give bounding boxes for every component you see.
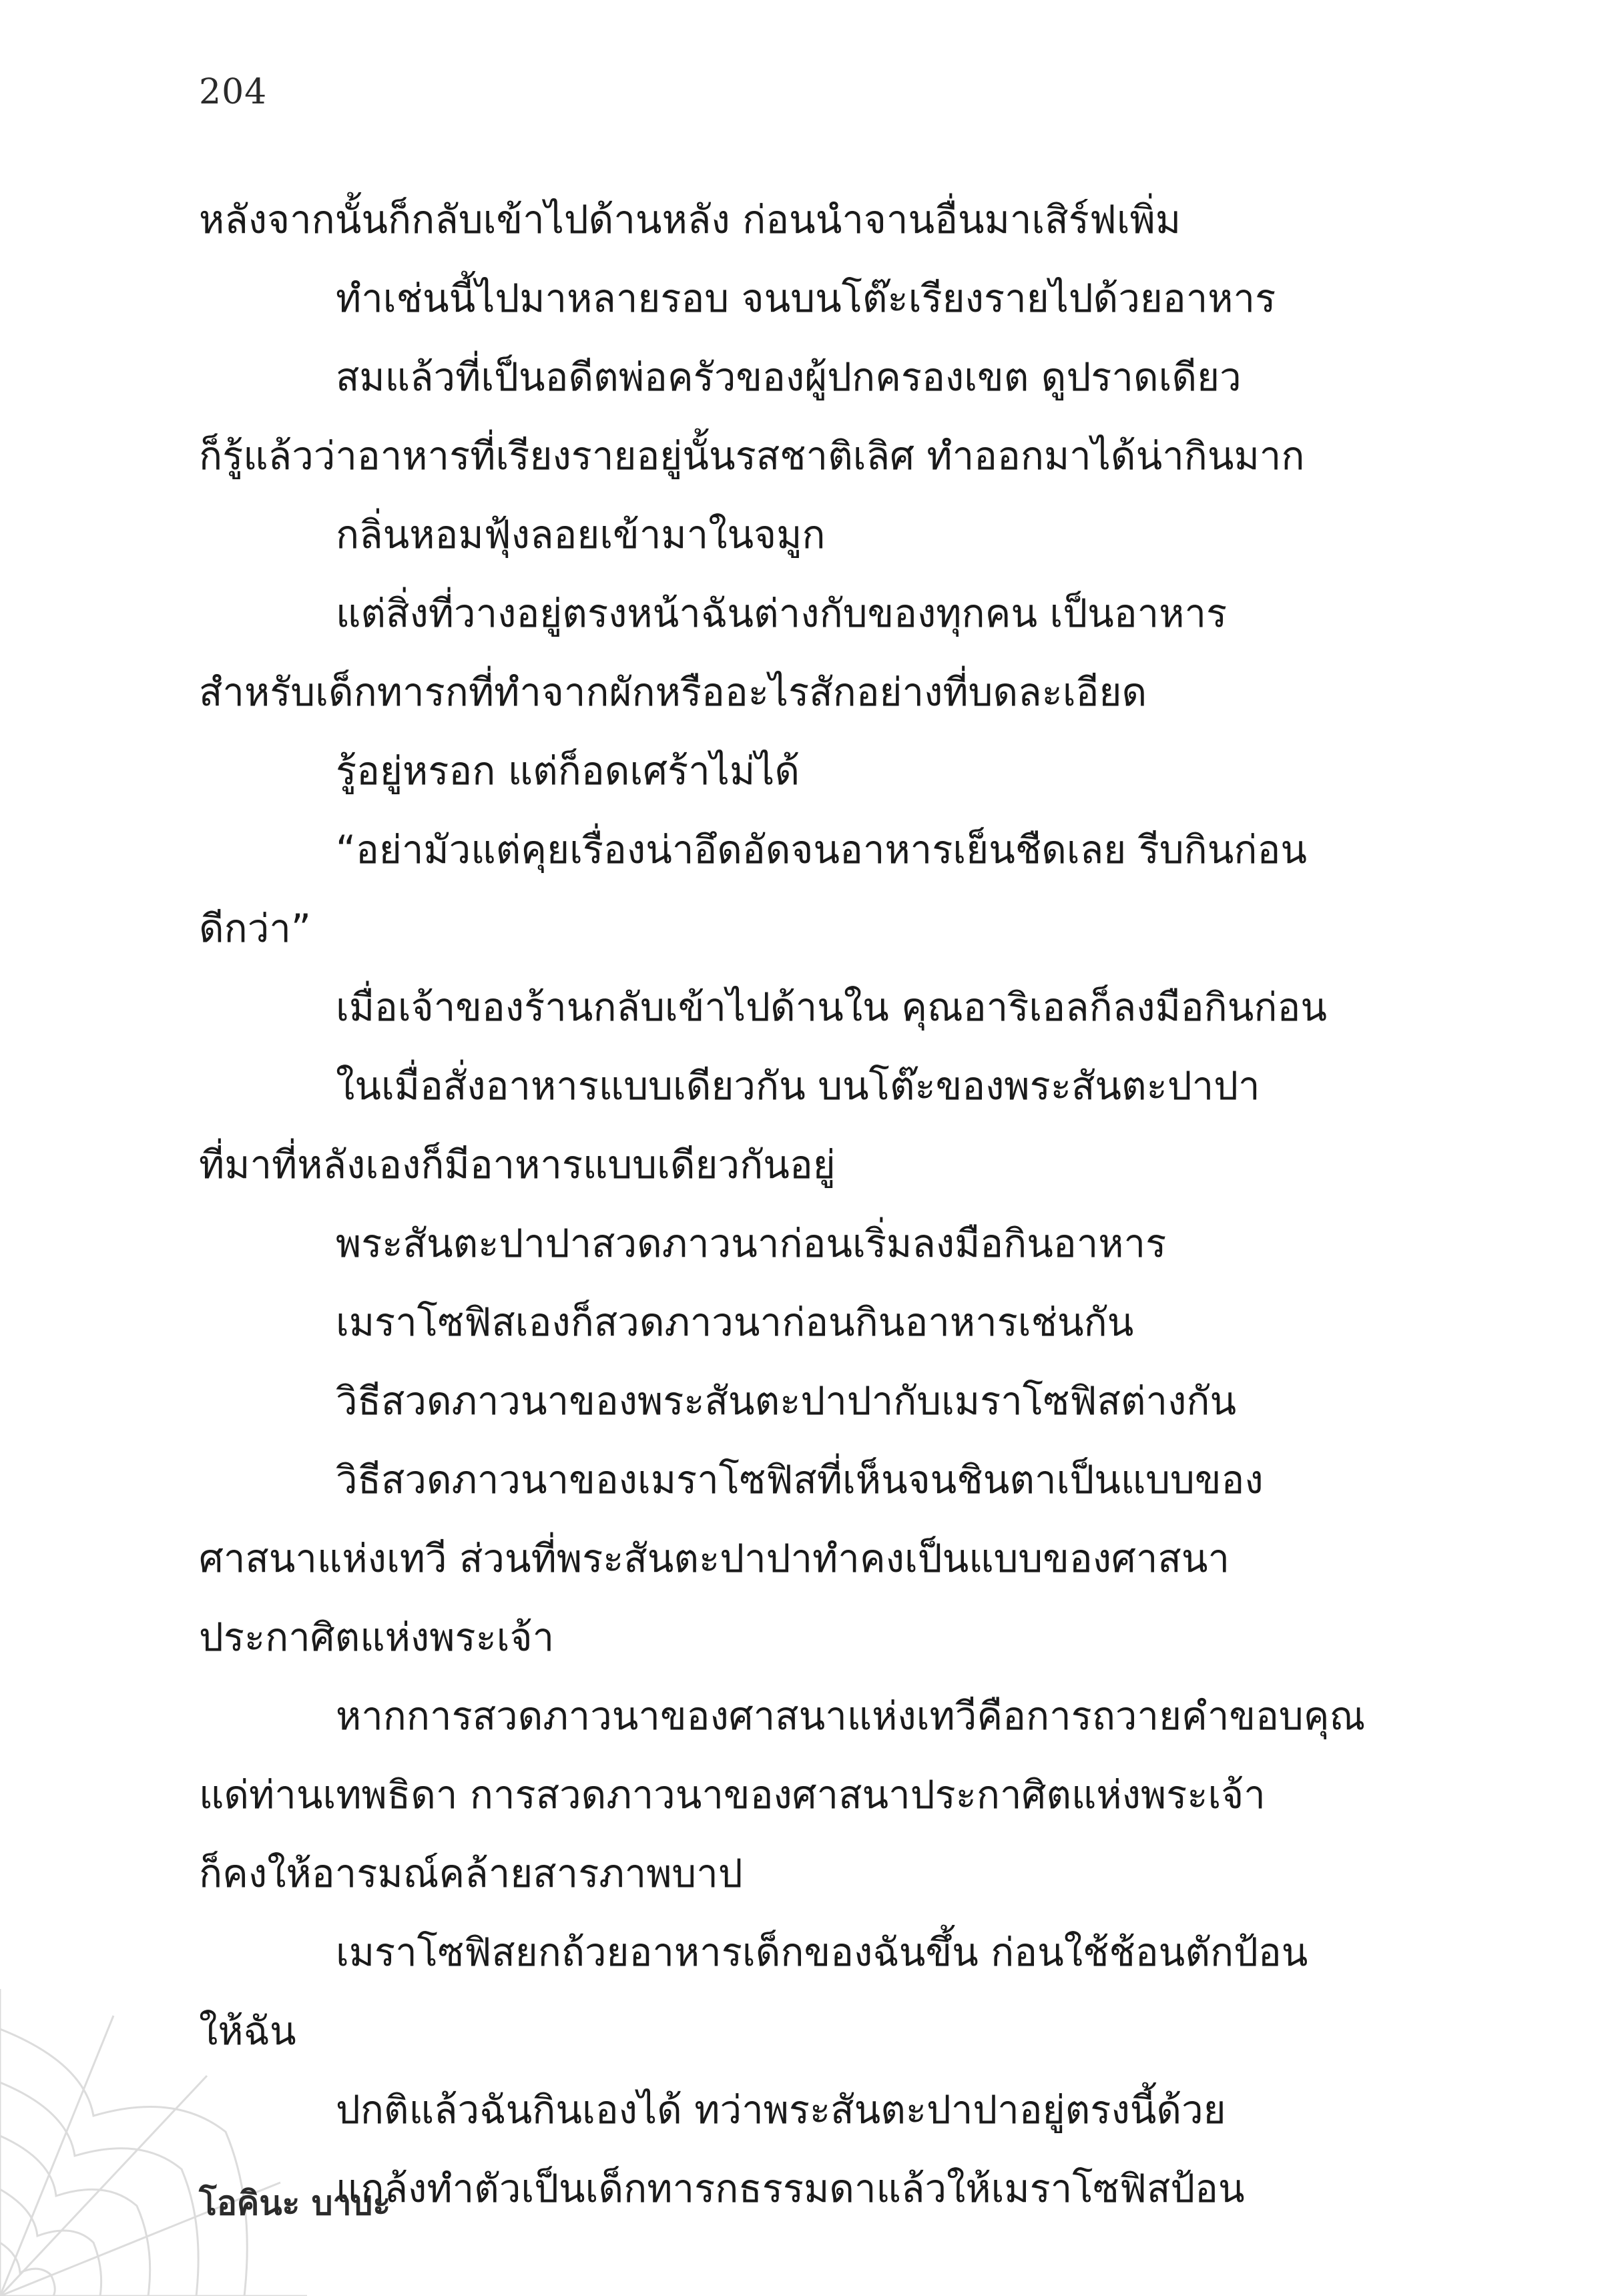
body-text bbox=[199, 180, 1407, 2228]
text-line: หลังจากนั้นก็กลับเข้าไปด้านหลัง ก่อนนำจานอื่นมาเสิร์ฟเพิ่ม bbox=[199, 197, 1181, 242]
text-line: รู้อยู่หรอก แต่ก็อดเศร้าไม่ได้ bbox=[336, 748, 800, 794]
text-line: ก็รู้แล้วว่าอาหารที่เรียงรายอยู่นั้นรสชาติเลิศ ทำออกมาได้น่ากินมาก bbox=[199, 433, 1305, 479]
text-line: หากการสวดภาวนาของศาสนาแห่งเทวีคือการถวายคำขอบคุณ bbox=[336, 1693, 1366, 1739]
text-line: ประกาศิตแห่งพระเจ้า bbox=[199, 1615, 555, 1660]
text-line: แกล้งทำตัวเป็นเด็กทารกธรรมดาแล้วให้เมราโซฟิสป้อน bbox=[336, 2166, 1245, 2211]
text-line: สมแล้วที่เป็นอดีตพ่อครัวของผู้ปกครองเขต ดูปราดเดียว bbox=[336, 354, 1242, 400]
spider-web-decoration bbox=[0, 1989, 307, 2296]
page-number: 204 bbox=[199, 72, 268, 112]
text-line: วิธีสวดภาวนาของเมราโซฟิสที่เห็นจนชินตาเป็นแบบของ bbox=[336, 1457, 1264, 1502]
text-line: ก็คงให้อารมณ์คล้ายสารภาพบาป bbox=[199, 1851, 743, 1896]
text-line: “อย่ามัวแต่คุยเรื่องน่าอึดอัดจนอาหารเย็นชืดเลย รีบกินก่อน bbox=[336, 827, 1308, 872]
text-line: สำหรับเด็กทารกที่ทำจากผักหรืออะไรสักอย่างที่บดละเอียด bbox=[199, 669, 1147, 715]
text-line: ปกติแล้วฉันกินเองได้ ทว่าพระสันตะปาปาอยู่ตรงนี้ด้วย bbox=[336, 2087, 1226, 2132]
text-line: ทำเช่นนี้ไปมาหลายรอบ จนบนโต๊ะเรียงรายไปด้วยอาหาร bbox=[336, 276, 1276, 321]
text-line: เมราโซฟิสยกถ้วยอาหารเด็กของฉันขึ้น ก่อนใช้ช้อนตักป้อน bbox=[336, 1930, 1308, 1975]
text-line: เมื่อเจ้าของร้านกลับเข้าไปด้านใน คุณอาริเอลก็ลงมือกินก่อน bbox=[336, 984, 1328, 1030]
text-line: แด่ท่านเทพธิดา การสวดภาวนาของศาสนาประกาศิตแห่งพระเจ้า bbox=[199, 1772, 1266, 1817]
text-line: ศาสนาแห่งเทวี ส่วนที่พระสันตะปาปาทำคงเป็นแบบของศาสนา bbox=[199, 1536, 1230, 1581]
text-line: วิธีสวดภาวนาของพระสันตะปาปากับเมราโซฟิสต่างกัน bbox=[336, 1378, 1237, 1424]
text-line: ดีกว่า” bbox=[199, 906, 311, 951]
text-line: พระสันตะปาปาสวดภาวนาก่อนเริ่มลงมือกินอาหาร bbox=[336, 1221, 1167, 1266]
text-line: ที่มาที่หลังเองก็มีอาหารแบบเดียวกันอยู่ bbox=[199, 1142, 836, 1187]
book-footer-title: โอคินะ บาบะ bbox=[199, 2184, 391, 2223]
text-line: เมราโซฟิสเองก็สวดภาวนาก่อนกินอาหารเช่นกัน bbox=[336, 1300, 1134, 1345]
text-line: กลิ่นหอมฟุ้งลอยเข้ามาในจมูก bbox=[336, 512, 826, 557]
text-line: แต่สิ่งที่วางอยู่ตรงหน้าฉันต่างกับของทุกคน เป็นอาหาร bbox=[336, 591, 1228, 636]
text-line: ให้ฉัน bbox=[199, 2008, 296, 2054]
text-line: ในเมื่อสั่งอาหารแบบเดียวกัน บนโต๊ะของพระสันตะปาปา bbox=[336, 1063, 1260, 1109]
